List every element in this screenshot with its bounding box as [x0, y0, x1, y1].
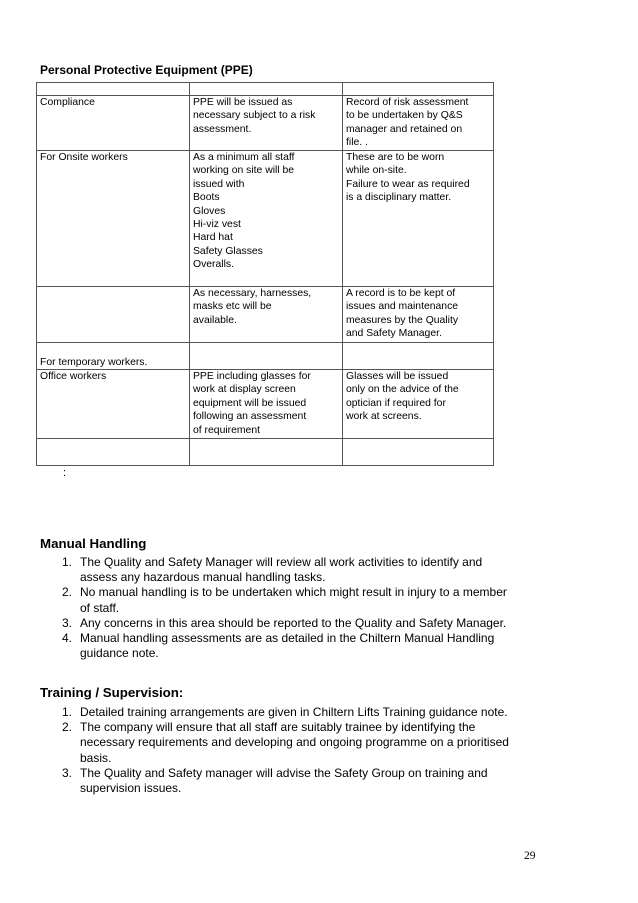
- list-number: 3.: [62, 765, 73, 780]
- list-item: [40, 631, 560, 661]
- table-cell: [190, 439, 343, 466]
- page-number: 29: [524, 850, 536, 862]
- list-text: Manual handling assessments are as detailed in the Chiltern Manual Handling guidance note.: [80, 631, 495, 661]
- list-text: Any concerns in this area should be reported to the Quality and Safety Manager.: [80, 615, 507, 630]
- table-cell: As necessary, harnesses, masks etc will be available.: [190, 287, 343, 343]
- table-cell: [343, 343, 494, 370]
- list-text: The company will ensure that all staff are suitably trainee by identifying the necessary requirements and developing and ongoing programme on a prioritised basis.: [80, 720, 509, 765]
- table-cell: Glasses will be issued only on the advice of the optician if required for work at screens.: [343, 370, 494, 439]
- list-number: 2.: [62, 720, 73, 735]
- list-item: [40, 766, 560, 796]
- list-item: [40, 705, 560, 720]
- list-text: The Quality and Safety manager will advise the Safety Group on training and supervision issues.: [80, 765, 488, 796]
- table-cell: [37, 83, 190, 96]
- table-cell: [190, 343, 343, 370]
- list-number: 4.: [62, 631, 73, 646]
- ppe-heading: Personal Protective Equipment (PPE): [40, 63, 253, 77]
- list-item: [40, 555, 560, 585]
- table-row: [37, 343, 494, 370]
- list-item: [40, 720, 560, 766]
- list-item: [40, 585, 560, 615]
- table-cell: As a minimum all staff working on site will be issued with Boots Gloves Hi-viz vest Hard hat Safety Glasses Overalls.: [190, 151, 343, 287]
- table-cell: PPE will be issued as necessary subject to a risk assessment.: [190, 96, 343, 151]
- table-cell: Record of risk assessment to be undertaken by Q&S manager and retained on file. .: [343, 96, 494, 151]
- table-row: [37, 287, 494, 343]
- list-text: No manual handling is to be undertaken which might result in injury to a member of staff.: [80, 585, 507, 615]
- list-number: 1.: [62, 705, 73, 719]
- training-list: [40, 705, 560, 796]
- table-cell: A record is to be kept of issues and maintenance measures by the Quality and Safety Manager.: [343, 287, 494, 343]
- ppe-table: [36, 82, 494, 466]
- training-heading: Training / Supervision:: [40, 685, 184, 700]
- list-item: [40, 616, 560, 631]
- table-row: [37, 151, 494, 287]
- table-cell: [37, 287, 190, 343]
- table-cell: For Onsite workers: [37, 151, 190, 287]
- list-text: The Quality and Safety Manager will review all work activities to identify and assess any hazardous manual handling tasks.: [80, 555, 483, 585]
- table-cell: For temporary workers.: [37, 343, 190, 370]
- table-row: [37, 96, 494, 151]
- table-cell: [37, 439, 190, 466]
- table-cell: Office workers: [37, 370, 190, 439]
- table-cell: These are to be worn while on-site. Failure to wear as required is a disciplinary matter.: [343, 151, 494, 287]
- list-number: 2.: [62, 585, 73, 600]
- list-text: Detailed training arrangements are given in Chiltern Lifts Training guidance note.: [80, 705, 508, 719]
- table-cell: [190, 83, 343, 96]
- manual-handling-list: [40, 555, 560, 661]
- list-number: 1.: [62, 555, 73, 569]
- stray-colon: :: [63, 467, 67, 479]
- manual-handling-heading: Manual Handling: [40, 536, 147, 551]
- table-row: [37, 439, 494, 466]
- table-cell: [343, 439, 494, 466]
- table-cell: Compliance: [37, 96, 190, 151]
- table-row: [37, 83, 494, 96]
- table-cell: PPE including glasses for work at display screen equipment will be issued following an assessment of requirement: [190, 370, 343, 439]
- list-number: 3.: [62, 615, 73, 630]
- table-cell: [343, 83, 494, 96]
- table-row: [37, 370, 494, 439]
